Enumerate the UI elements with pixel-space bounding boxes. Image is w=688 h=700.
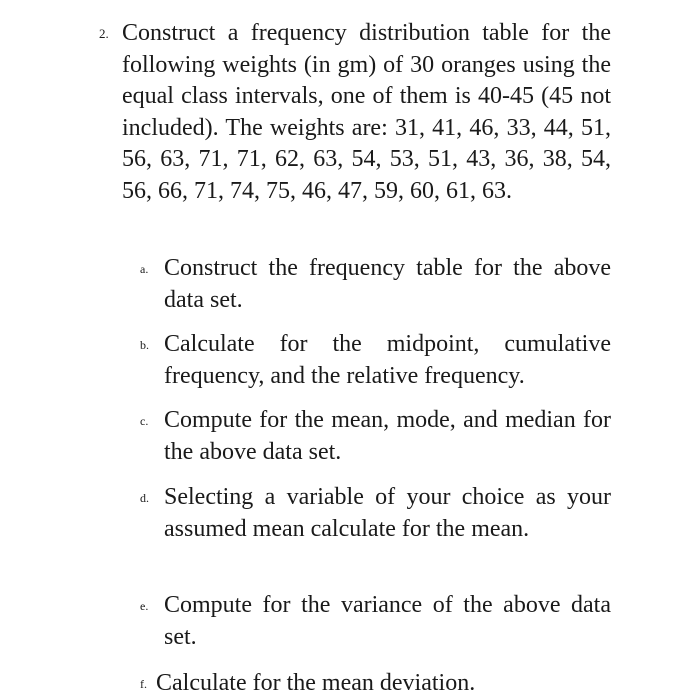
question-text: Construct a frequency distribution table for the following weights (in gm) of 30 oranges using the equal class intervals, one of them is 40-45 (45 not included). The weights are: 31, 41, 46, 33, 44, 51, 56, 63, 71, 71, 62, 63, 54, 53, 51, 43, 36, 38, 54, 56, 66, 71, 74, 75, 46, 47, 59, 60, 61, 63. — [122, 20, 611, 204]
sub-question-b — [140, 329, 611, 392]
sub-question-e — [140, 590, 611, 653]
question-2 — [99, 18, 611, 207]
sub-question-text: Compute for the mean, mode, and median for the above data set. — [164, 407, 611, 465]
sub-question-f — [140, 668, 611, 700]
sub-question-d — [140, 482, 611, 545]
question-number: 2. — [99, 26, 109, 41]
sub-question-letter: a. — [140, 262, 149, 276]
sub-question-text: Calculate for the midpoint, cumulative frequency, and the relative frequency. — [164, 331, 611, 389]
sub-question-a — [140, 253, 611, 316]
sub-question-letter: c. — [140, 414, 149, 428]
sub-question-letter: d. — [140, 491, 149, 505]
sub-question-letter: e. — [140, 599, 149, 613]
sub-question-letter: f. — [140, 677, 147, 691]
sub-question-text: Calculate for the mean deviation. — [156, 670, 476, 696]
sub-question-letter: b. — [140, 338, 149, 352]
sub-question-c — [140, 405, 611, 468]
sub-question-text: Compute for the variance of the above data set. — [164, 592, 611, 650]
sub-question-text: Construct the frequency table for the above data set. — [164, 255, 611, 313]
sub-question-text: Selecting a variable of your choice as your assumed mean calculate for the mean. — [164, 484, 611, 542]
